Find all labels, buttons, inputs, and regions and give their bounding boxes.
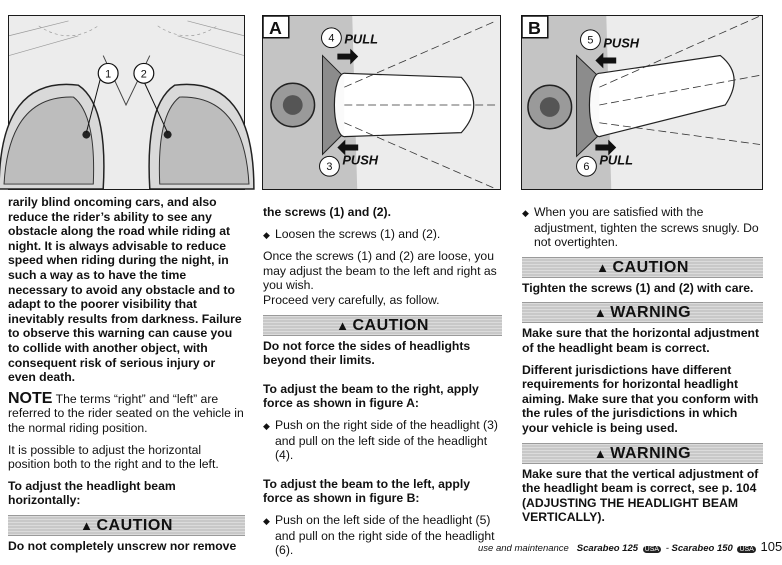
warning-triangle-icon: ▲ xyxy=(336,317,350,333)
section-heading: To adjust the headlight beam horizontally: xyxy=(8,478,176,508)
figure-headlight-screws xyxy=(8,15,245,190)
warning-label: WARNING xyxy=(610,444,692,462)
column-2 xyxy=(263,205,502,565)
jurisdiction-paragraph: Different jurisdictions have different requirements for horizontal headlight aiming. Make sure that you conform with the rules of the jurisdictions in which your vehicle is being used. xyxy=(522,362,759,435)
adjust-paragraph: Once the screws (1) and (2) are loose, you may adjust the beam to the left and right as you wish. xyxy=(263,249,497,293)
figure-a-push-label: PUSH xyxy=(342,152,379,168)
page-number: 105 xyxy=(760,539,782,554)
figure-a-pull-label: PULL xyxy=(344,31,378,47)
warning-label: WARNING xyxy=(610,304,692,322)
callout-2: 2 xyxy=(140,68,147,81)
footer-manual-title: use and maintenance xyxy=(478,543,569,554)
warning-triangle-icon: ▲ xyxy=(80,517,94,533)
warning-triangle-icon: ▲ xyxy=(596,259,610,275)
intro-paragraph: It is possible to adjust the horizontal position both to the right and to the left. xyxy=(8,442,219,472)
list-item-text: Push on the right side of the headlight (3) and pull on the left side of the headlight (4). xyxy=(275,417,498,463)
callout-5: 5 xyxy=(587,34,594,47)
heading-left: To adjust the beam to the left, apply force as shown in figure B: xyxy=(263,476,470,506)
caution-banner xyxy=(263,315,502,336)
heading-right: To adjust the beam to the right, apply force as shown in figure A: xyxy=(263,381,479,411)
figure-b-push-label: PUSH xyxy=(603,35,640,51)
proceed-paragraph: Proceed very carefully, as follow. xyxy=(263,292,440,307)
column-1 xyxy=(8,195,245,560)
footer-model-2: Scarabeo 150 xyxy=(671,543,733,554)
warning-banner xyxy=(522,443,763,464)
warning-triangle-icon: ▲ xyxy=(593,445,608,461)
caution-banner xyxy=(8,515,245,536)
list-item-text: Loosen the screws (1) and (2). xyxy=(275,226,441,241)
callout-6: 6 xyxy=(583,161,590,174)
usa-badge: USA xyxy=(644,546,660,553)
note-text: The terms “right” and “left” are referred to the rider seated on the vehicle in the normal riding position. xyxy=(8,391,244,435)
column-3 xyxy=(522,205,763,532)
diamond-bullet-icon: ◆ xyxy=(522,208,529,218)
page-footer xyxy=(478,539,782,554)
figure-b xyxy=(521,15,763,190)
caution-banner xyxy=(522,257,763,278)
list-item-loosen xyxy=(263,227,502,243)
callout-1: 1 xyxy=(105,68,112,81)
figure-b-pull-label: PULL xyxy=(599,152,633,168)
warning-text: Make sure that the vertical adjustment of the headlight beam is correct, see p. 104 (ADJUSTING THE HEADLIGHT BEAM VERTICALLY). xyxy=(522,466,759,525)
figure-a-letter: A xyxy=(268,17,282,38)
figure-b-letter: B xyxy=(527,17,541,38)
footer-separator: - xyxy=(665,543,672,554)
warning-continued-text: rarily blind oncoming cars, and also reduce the rider’s ability to see any obstacle along the road while riding at night. It is always advisable to reduce speed when riding during the night, in such a way as to have the time necessary to avoid any obstacle and to adapt to the poorer visibility that inevitably results from darkness. Failure to observe this warning can cause you to collide with another object, with consequent risk of serious injury or even death. xyxy=(8,195,242,385)
caution-continued-text: the screws (1) and (2). xyxy=(263,205,392,219)
callout-4: 4 xyxy=(328,32,335,45)
list-item-right xyxy=(263,418,502,463)
warning-triangle-icon: ▲ xyxy=(593,305,608,321)
caution-text: Do not completely unscrew nor remove xyxy=(8,538,237,553)
list-item-left xyxy=(263,513,502,558)
figure-a xyxy=(262,15,501,190)
callout-3: 3 xyxy=(326,161,333,174)
warning-text: Make sure that the horizontal adjustment of the headlight beam is correct. xyxy=(522,326,760,355)
caution-label: CAUTION xyxy=(96,516,173,534)
list-item-text: When you are satisfied with the adjustment, tighten the screws snugly. Do not overtighten. xyxy=(534,205,759,250)
diamond-bullet-icon: ◆ xyxy=(263,229,270,240)
list-item-tighten xyxy=(522,205,763,250)
note-label: NOTE xyxy=(8,389,53,407)
diamond-bullet-icon: ◆ xyxy=(263,420,270,431)
caution-label: CAUTION xyxy=(612,258,689,276)
caution-text: Tighten the screws (1) and (2) with care. xyxy=(522,280,754,295)
note-paragraph xyxy=(8,389,245,436)
diamond-bullet-icon: ◆ xyxy=(263,515,270,526)
caution-label: CAUTION xyxy=(352,316,429,334)
usa-badge: USA xyxy=(739,546,754,553)
caution-text: Do not force the sides of headlights beyond their limits. xyxy=(263,338,471,368)
warning-banner xyxy=(522,302,763,323)
footer-model-1: Scarabeo 125 xyxy=(576,543,639,554)
list-item-text: Push on the left side of the headlight (5) and pull on the right side of the headlight (6). xyxy=(275,512,495,558)
